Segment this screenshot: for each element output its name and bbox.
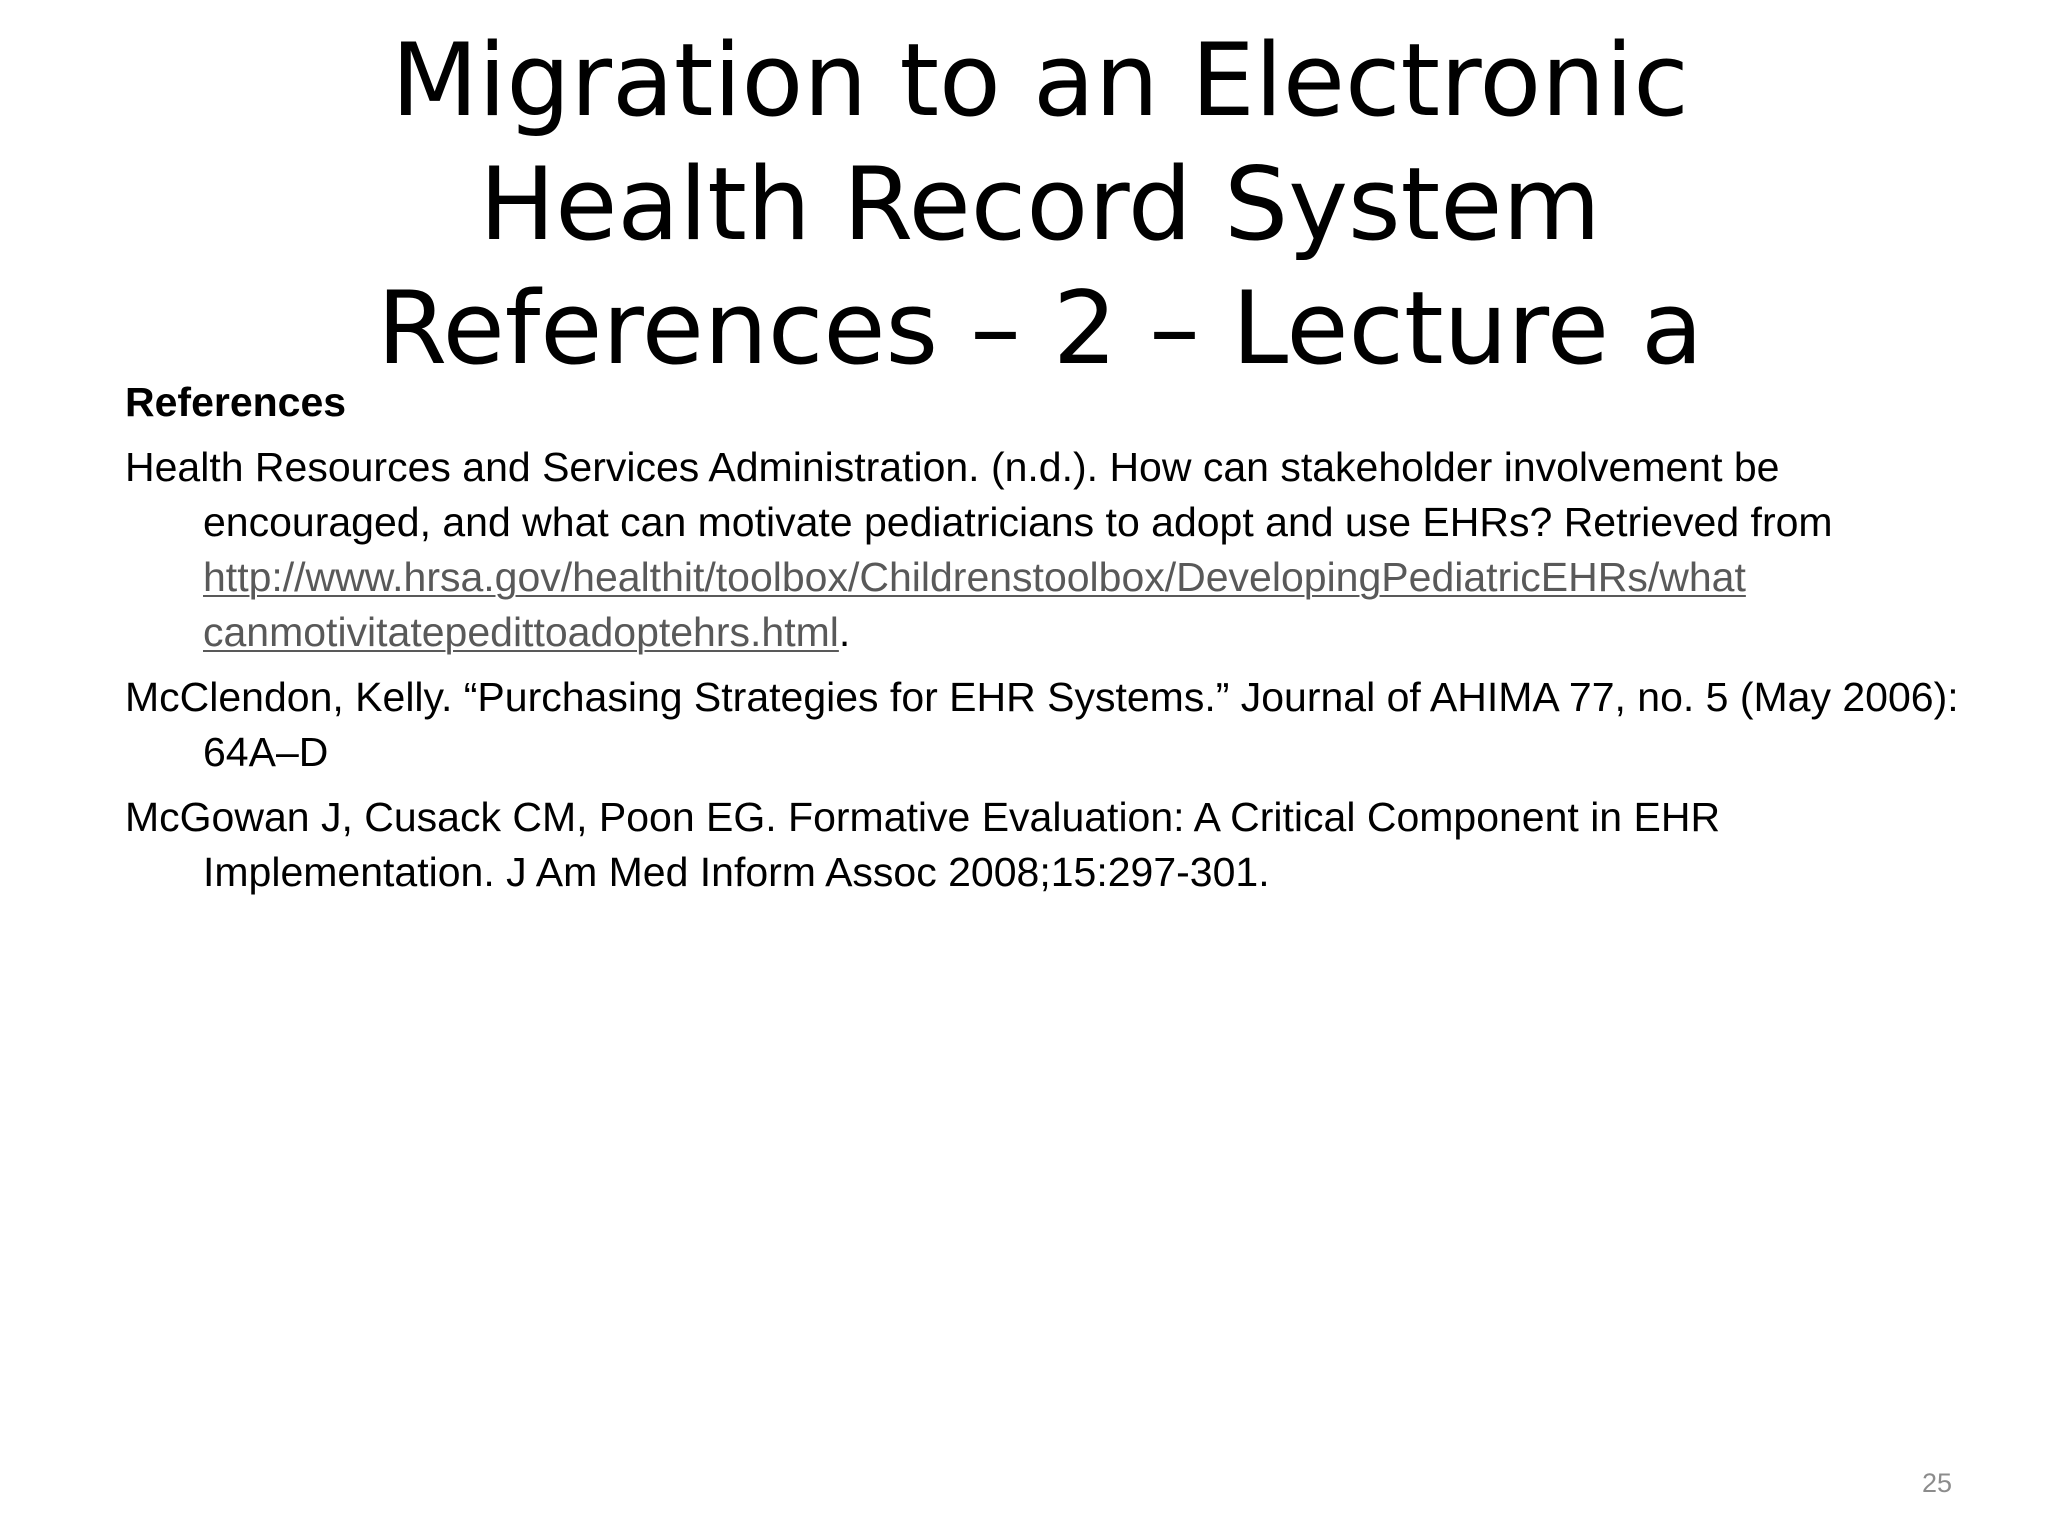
references-heading: References (125, 379, 347, 425)
reference-text: McClendon, Kelly. “Purchasing Strategies for EHR Systems.” Journal of AHIMA 77, no. 5 (May 2006): 64A–D (125, 674, 1959, 775)
reference-item-mcclendon (125, 670, 1965, 780)
reference-trailing-text: . (838, 609, 851, 655)
slide-title-line-1: Migration to an Electronic (391, 21, 1689, 139)
reference-item-mcgowan (125, 790, 1965, 900)
references-section (125, 375, 1965, 910)
slide-title-line-3: References – 2 – Lecture a (376, 269, 1704, 387)
page-number: 25 (1921, 1468, 1952, 1498)
reference-link-part-2: canmotivitatepedittoadoptehrs.html (203, 609, 839, 655)
slide-title (180, 18, 1900, 390)
reference-item-hrsa (125, 440, 1965, 660)
reference-link-part-1: http://www.hrsa.gov/healthit/toolbox/Childrenstoolbox/DevelopingPediatricEHRs/what (203, 554, 1746, 600)
slide-title-line-2: Health Record System (479, 145, 1601, 263)
reference-link[interactable] (203, 554, 1746, 655)
reference-text: McGowan J, Cusack CM, Poon EG. Formative Evaluation: A Critical Component in EHR Implementation. J Am Med Inform Assoc 2008;15:297-301. (125, 794, 1721, 895)
reference-text: Health Resources and Services Administration. (n.d.). How can stakeholder involvement be encouraged, and what can motivate pediatricians to adopt and use EHRs? Retrieved from (125, 444, 1833, 545)
